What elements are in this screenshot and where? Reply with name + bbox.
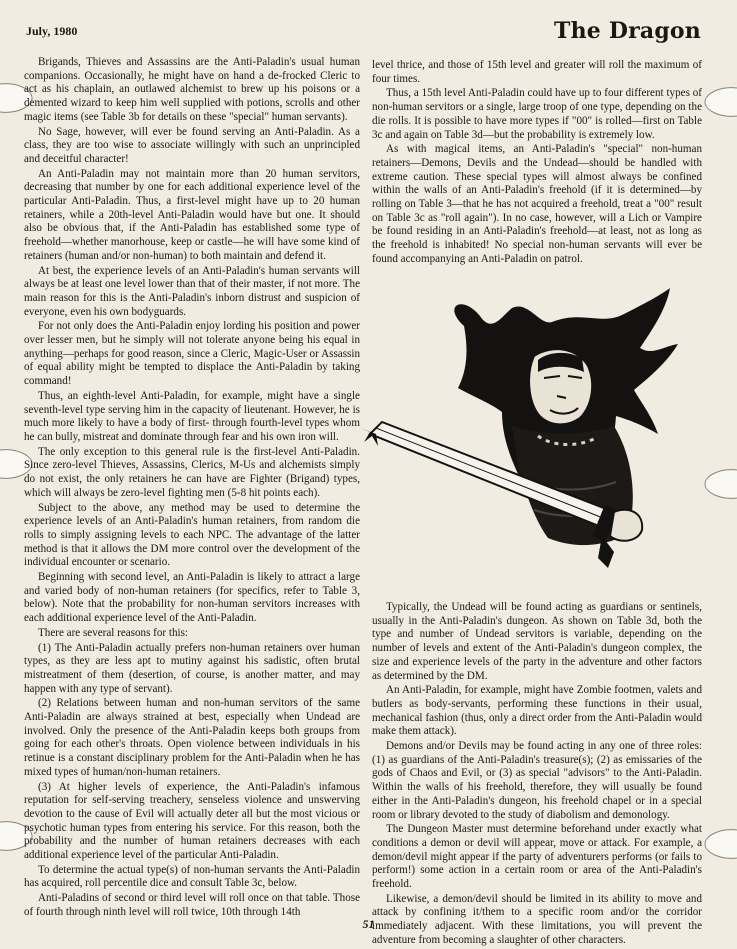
binder-hole-right-bottom — [703, 826, 737, 862]
paragraph: (2) Relations between human and non-human servitors of the same Anti-Paladin are always strained at best, especially when Undead are involved. Only the presence of the Anti-Paladin keeps both groups from going for each other's throats. Open violence between individuals in his retinue is a constant disciplinary problem for the Anti-Paladin when he has mixed types of human/non-human retainers. — [24, 697, 360, 778]
paragraph: level thrice, and those of 15th level and greater will roll the maximum of four times. — [372, 59, 702, 85]
magazine-title: The Dragon — [554, 18, 701, 44]
right-column-bottom — [372, 601, 702, 949]
paragraph: (3) At higher levels of experience, the Anti-Paladin's infamous reputation for self-serving treachery, senseless violence and unswerving devotion to the cause of Evil will actually deter all but the most vicious or psychotic human types from entering his service. For this reason, both the probability and the number of human retainers decreases with each additional experience level of the particular Anti-Paladin. — [24, 780, 360, 862]
paragraph: As with magical items, an Anti-Paladin's "special" non-human retainers—Demons, Devils and the Undead—should be handled with extreme caution. These special types will almost always be confined within the walls of an Anti-Paladin's freehold (if it is determined—by rolling on Table 3—that he has not acquired a freehold, treat a "00" result on Table 3c as "roll again"). In no case, however, will a Lich or Vampire be found residing in an Anti-Paladin's freehold—at least, not as long as the freehold is inhabited! No special non-human servants will ever be found accompanying an Anti-Paladin on patrol. — [372, 143, 702, 265]
anti-paladin-illustration — [352, 286, 708, 586]
paragraph: The only exception to this general rule is the first-level Anti-Paladin. Since zero-level Thieves, Assassins, Clerics, M-Us and alchemists simply do not exist, the only retainers he can have are Fighter (Brigand) types, which will always be zero-level fighting men (5-8 hit points each). — [24, 445, 360, 499]
paragraph: Likewise, a demon/devil should be limited in its ability to move and attack by confining it/them to a specific room and/or the corridor immediately adjacent. With these limitations, you will prevent the adventure from becoming a slaughter of other characters. — [372, 892, 702, 946]
paragraph: No Sage, however, will ever be found serving an Anti-Paladin. As a class, they are too wise to associate willingly with such an unprincipled and deceitful character! — [24, 125, 360, 165]
paragraph: To determine the actual type(s) of non-human servants the Anti-Paladin has acquired, roll percentile dice and consult Table 3c, below. — [24, 863, 360, 890]
hand-shape — [610, 510, 642, 541]
page-number: 51 — [362, 917, 375, 931]
binder-hole-right-mid — [703, 466, 737, 502]
paragraph: There are several reasons for this: — [38, 626, 189, 639]
binder-hole-right-top — [703, 84, 737, 120]
paragraph: The Dungeon Master must determine beforehand under exactly what conditions a demon or devil will appear, move or attack. For example, a demon/devil might appear if the party of adventurers performs (or fails to perform!) some action in a certain room or area of the Anti-Paladin's freehold. — [372, 823, 702, 891]
paragraph: Thus, an eighth-level Anti-Paladin, for example, might have a single seventh-level type serving him in the capacity of lieutenant. However, he is much more likely to have a body of first- through fourth-level types whom he can bully, mistreat and dominate through fear and his own iron will. — [24, 389, 360, 443]
paragraph: An Anti-Paladin may not maintain more than 20 human servitors, decreasing that number by one for each additional experience level of the particular Anti-Paladin. Thus, a first-level might have up to 20 human retainers, while a 20th-level Anti-Paladin would have but one. It should also be obvious that, if the Anti-Paladin has established some type of freehold—whether manorhouse, keep or castle—he will have some kind of retainers (human and/or non-human) to both maintain and defend it. — [24, 167, 360, 262]
paragraph: Demons and/or Devils may be found acting in any one of three roles: (1) as guardians of the Anti-Paladin's treasure(s); (2) as emissaries of the gods of Chaos and Evil, or (3) as special "advisors" to the Anti-Paladin. Within the walls of his freehold, therefore, they will usually be found either in the Anti-Paladin's dungeon, his freehold chapel or in a special room or library devoted to the study of diabolism and demonology. — [372, 740, 702, 821]
paragraph: Beginning with second level, an Anti-Paladin is likely to attract a large and varied body of non-human retainers (for specifics, refer to Table 3, below). Note that the probability for non-human servitors increases with each additional experience level of the Anti-Paladin. — [24, 571, 360, 625]
paragraph: (1) The Anti-Paladin actually prefers non-human retainers over human types, as they are less apt to mutiny against his sadistic, often brutal mistreatment of them (desertion, of course, is another matter, and may happen with any type of servant). — [24, 641, 360, 695]
paragraph: An Anti-Paladin, for example, might have Zombie footmen, valets and butlers as body-servants, performing these functions in their usual, mechanical fashion (thus, only a direct order from the Anti-Paladin would make them attack). — [372, 684, 702, 738]
paragraph: Typically, the Undead will be found acting as guardians or sentinels, usually in the Anti-Paladin's dungeon. As shown on Table 3d, both the type and number of Undead servitors is variable, depending on the number of levels and extent of the Anti-Paladin's dungeon complex, the size and experience levels of the party in the adventure and other factors as determined by the DM. — [372, 601, 702, 682]
paragraph: Subject to the above, any method may be used to determine the experience levels of an Anti-Paladin's human retainers, from random die rolls to simply assigning levels to each NPC. The advantage of the latter method is that it allows the DM more control over the development of the individual encounter or scenario. — [24, 501, 360, 569]
left-column — [24, 56, 360, 921]
paragraph: Anti-Paladins of second or third level will roll once on that table. Those of fourth through ninth level will roll twice, 10th through 14th — [24, 892, 360, 918]
paragraph: Brigands, Thieves and Assassins are the Anti-Paladin's usual human companions. Occasionally, he might have on hand a de-frocked Cleric to act as his chaplain, an outlawed alchemist to brew up his poisons or a demented wizard to keep him well supplied with potions, scrolls and other magic items (see Table 3b for details on these "special" human servants). — [24, 56, 360, 123]
paragraph: Thus, a 15th level Anti-Paladin could have up to four different types of non-human servitors or a single, large troop of one type, depending on the die rolls. It is possible to have more types if "00" is rolled—first on Table 3c and again on Table 3d—but the probability is extremely low. — [372, 87, 702, 141]
issue-date: July, 1980 — [26, 24, 78, 38]
right-column-top — [372, 59, 702, 268]
paragraph: For not only does the Anti-Paladin enjoy lording his position and power over lesser men, but he simply will not tolerate anyone being his equal in anything—perhaps for good reason, since a Cleric, Magic-User or Assassin of equal ability might be tempted to displace the Anti-Paladin by taking command! — [24, 320, 360, 388]
paragraph: At best, the experience levels of an Anti-Paladin's human servants will always be at least one level lower than that of their master, if not more. The main reason for this is the Anti-Paladin's inborn distrust and suspicion of everyone, even his own bodyguards. — [24, 264, 360, 318]
